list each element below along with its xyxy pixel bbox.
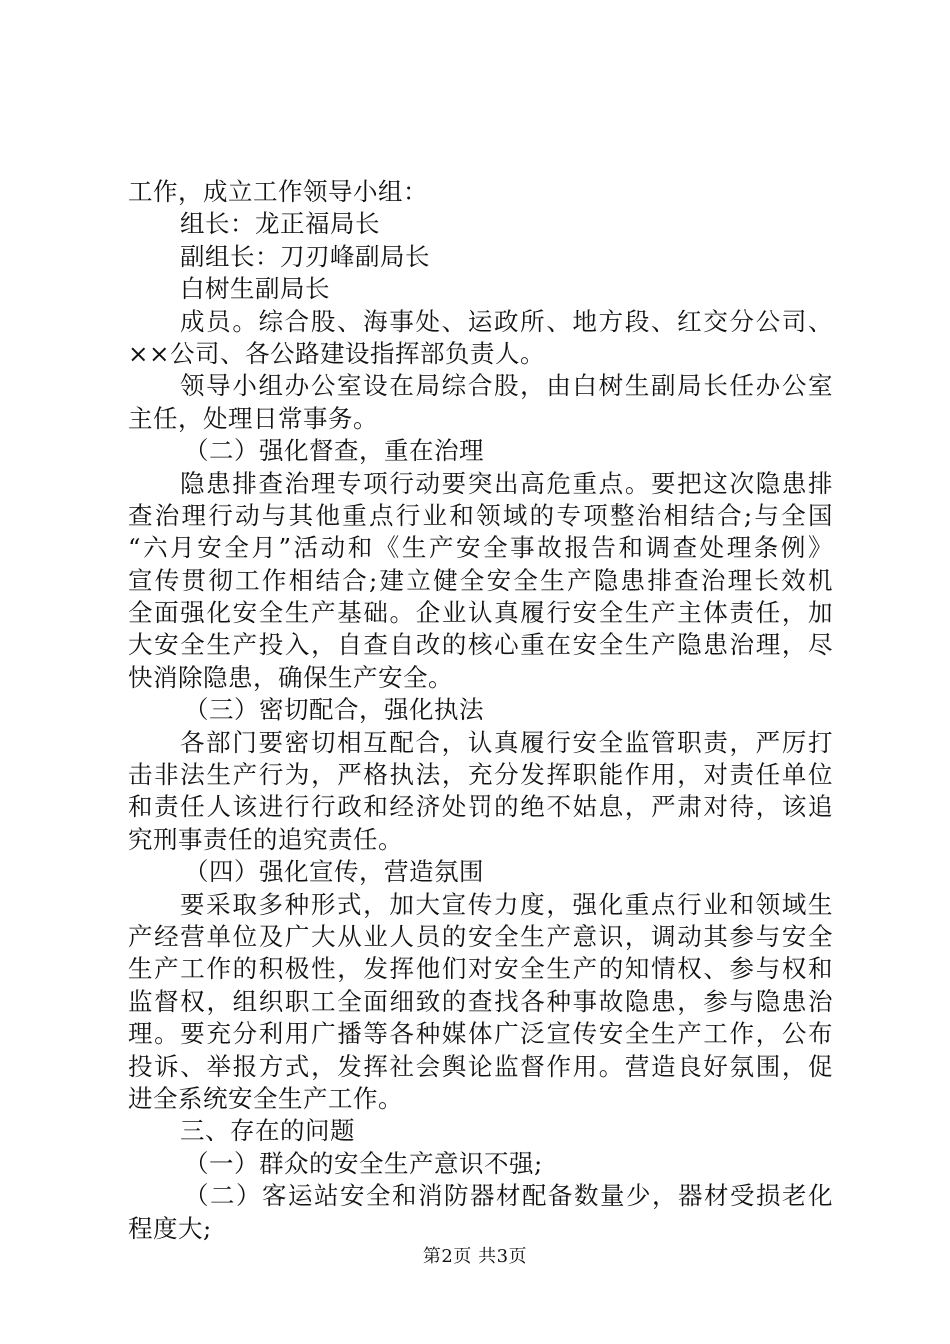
paragraph-line: 领导小组办公室设在局综合股，由白树生副局长任办公室 bbox=[180, 371, 833, 401]
paragraph-line: 监督权，组织职工全面细致的查找各种事故隐患，参与隐患治 bbox=[128, 986, 833, 1016]
paragraph-line: 程度大; bbox=[128, 1213, 212, 1243]
paragraph-line: 要采取多种形式，加大宣传力度，强化重点行业和领域生 bbox=[180, 889, 833, 919]
paragraph-line: 和责任人该进行行政和经济处罚的绝不姑息，严肃对待，该追 bbox=[128, 792, 833, 822]
section-heading: （二）强化督查，重在治理 bbox=[184, 436, 484, 466]
paragraph-line: 理。要充分利用广播等各种媒体广泛宣传安全生产工作，公布 bbox=[128, 1019, 833, 1049]
paragraph-line: 宣传贯彻工作相结合;建立健全安全生产隐患排查治理长效机 bbox=[128, 565, 833, 595]
paragraph-line: （一）群众的安全生产意识不强; bbox=[184, 1148, 543, 1178]
paragraph-line: ××公司、各公路建设指挥部负责人。 bbox=[128, 338, 546, 368]
section-heading: （三）密切配合，强化执法 bbox=[184, 695, 484, 725]
paragraph-line: 快消除隐患，确保生产安全。 bbox=[128, 662, 453, 692]
section-heading: 三、存在的问题 bbox=[180, 1116, 355, 1146]
paragraph-line: 主任，处理日常事务。 bbox=[128, 403, 378, 433]
paragraph-line: 隐患排查治理专项行动要突出高危重点。要把这次隐患排 bbox=[180, 468, 833, 498]
paragraph-line: 白树生副局长 bbox=[180, 274, 330, 304]
paragraph-line: 产经营单位及广大从业人员的安全生产意识，调动其参与安全 bbox=[128, 921, 833, 951]
paragraph-line: 查治理行动与其他重点行业和领域的专项整治相结合;与全国 bbox=[128, 500, 833, 530]
paragraph-line: 击非法生产行为，严格执法，充分发挥职能作用，对责任单位 bbox=[128, 760, 833, 790]
paragraph-line: 工作，成立工作领导小组： bbox=[128, 177, 428, 206]
paragraph-line: 生产工作的积极性，发挥他们对安全生产的知情权、参与权和 bbox=[128, 954, 833, 984]
paragraph-line: 副组长：刀刃峰副局长 bbox=[180, 241, 430, 271]
paragraph-line: （二）客运站安全和消防器材配备数量少，器材受损老化 bbox=[184, 1181, 833, 1211]
paragraph-line: 大安全生产投入，自查自改的核心重在安全生产隐患治理，尽 bbox=[128, 630, 833, 660]
document-body bbox=[128, 176, 833, 1245]
page-footer: 第2页 共3页 bbox=[422, 1246, 528, 1267]
paragraph-line: 各部门要密切相互配合，认真履行安全监管职责，严厉打 bbox=[180, 727, 833, 757]
paragraph-line: 组长：龙正福局长 bbox=[180, 209, 380, 239]
paragraph-line: 进全系统安全生产工作。 bbox=[128, 1083, 403, 1113]
paragraph-line: 成员。综合股、海事处、运政所、地方段、红交分公司、 bbox=[180, 306, 833, 336]
paragraph-line: 全面强化安全生产基础。企业认真履行安全生产主体责任，加 bbox=[128, 598, 833, 628]
paragraph-line: 投诉、举报方式，发挥社会舆论监督作用。营造良好氛围，促 bbox=[128, 1051, 833, 1081]
paragraph-line: “六月安全月”活动和《生产安全事故报告和调查处理条例》 bbox=[128, 533, 833, 563]
section-heading: （四）强化宣传，营造氛围 bbox=[184, 857, 484, 887]
paragraph-line: 究刑事责任的追究责任。 bbox=[128, 824, 403, 854]
